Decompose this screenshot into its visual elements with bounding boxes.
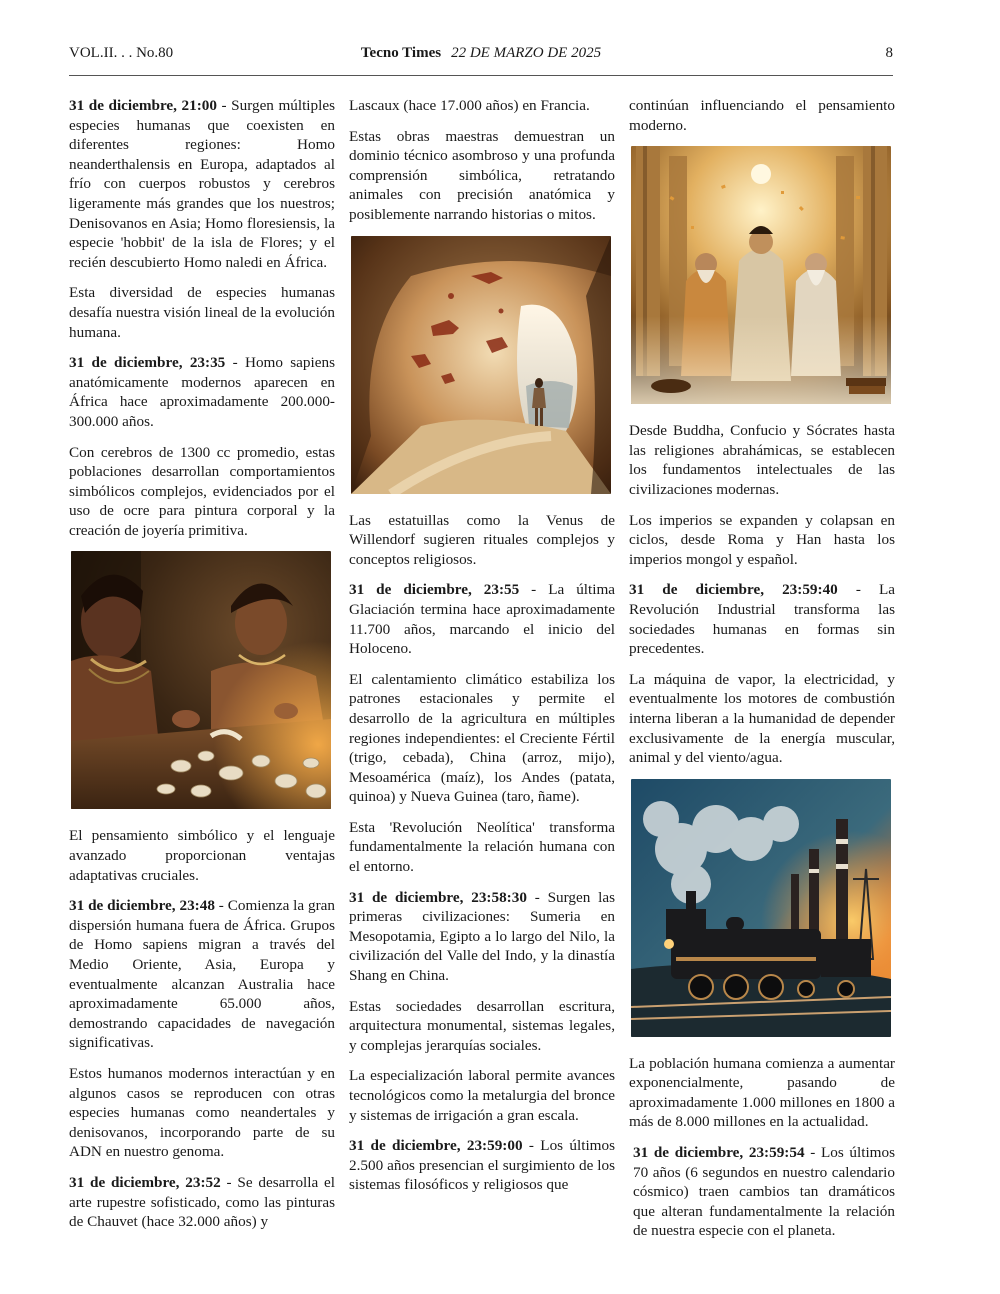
paragraph: 31 de diciembre, 23:35 - Homo sapiens anatómicamente modernos aparecen en África hace aproximadamente 200.000-300.000 años.	[69, 354, 335, 430]
paragraph: 31 de diciembre, 23:59:40 - La Revolución Industrial transforma las sociedades humanas en formas sin precedentes.	[629, 581, 895, 658]
timeline-date: 31 de diciembre, 23:52	[69, 1173, 221, 1191]
timeline-date: 31 de diciembre, 23:59:00	[349, 1137, 523, 1155]
column-2	[349, 96, 615, 1206]
paragraph: 31 de diciembre, 21:00 - Surgen múltiples especies humanas que coexisten en diferentes regiones: Homo neanderthalensis en Europa, adaptados al frío con cuerpos robustos y cerebros ligeramente más grandes que los nuestros; Denisovanos en Asia; Homo floresiensis, la especie 'hobbit' de la isla de Flores; y el recién descubierto Homo naledi en África.	[69, 97, 335, 271]
paragraph: Estos humanos modernos interactúan y en algunos casos se reproducen con otras especies humanas como neandertales y denisovanos, incorporando parte de su ADN en nuestro genoma.	[69, 1065, 335, 1161]
philosophers-temple-illustration	[631, 146, 891, 404]
paragraph: Estas obras maestras demuestran un dominio técnico asombroso y una profunda comprensión simbólica, retratando animales con precisión anatómica y posiblemente narrando historias o mitos.	[349, 127, 615, 223]
volume-number: VOL.II. . . No.80	[69, 45, 174, 61]
paragraph: 31 de diciembre, 23:59:00 - Los últimos 2.500 años presencian el surgimiento de los sistemas filosóficos y religiosos que	[349, 1137, 615, 1194]
timeline-date: 31 de diciembre, 23:58:30	[349, 888, 527, 906]
jewelry-makers-illustration	[71, 551, 331, 809]
timeline-date: 31 de diciembre, 21:00	[69, 97, 217, 114]
paragraph: El calentamiento climático estabiliza los patrones estacionales y permite el desarrollo de la agricultura en múltiples regiones independientes: el Creciente Fértil (trigo, cebada), China (arroz, mijo), Mesoamérica (maíz), los Andes (patata, quinoa) y Nueva Guinea (taro, ñame).	[349, 670, 615, 806]
timeline-date: 31 de diciembre, 23:35	[69, 354, 226, 372]
header-divider	[69, 75, 893, 76]
paragraph: Lascaux (hace 17.000 años) en Francia.	[349, 97, 590, 114]
timeline-date: 31 de diciembre, 23:59:40	[629, 581, 838, 599]
column-1	[69, 96, 335, 1243]
page-number: 8	[885, 45, 893, 61]
timeline-date: 31 de diciembre, 23:55	[349, 581, 520, 599]
jewelry-makers-image	[71, 551, 331, 809]
paragraph: Los imperios se expanden y colapsan en ciclos, desde Roma y Han hasta los imperios mongol y español.	[629, 511, 895, 568]
steam-train-image	[631, 779, 891, 1037]
column-3	[629, 96, 895, 1252]
paragraph: 31 de diciembre, 23:58:30 - Surgen las primeras civilizaciones: Sumeria en Mesopotamia, Egipto a lo largo del Nilo, la civilización del Valle del Indo, y la dinastía Shang en China.	[349, 888, 615, 985]
paragraph: Desde Buddha, Confucio y Sócrates hasta las religiones abrahámicas, se establecen los fundamentos intelectuales de las civilizaciones modernas.	[629, 422, 895, 498]
page-header	[69, 42, 893, 64]
paragraph: La máquina de vapor, la electricidad, y eventualmente los motores de combustión interna liberan a la humanidad de depender exclusivamente de la energía muscular, animal y del viento/agua.	[629, 670, 895, 767]
paragraph: 31 de diciembre, 23:48 - Comienza la gran dispersión humana fuera de África. Grupos de Homo sapiens migran a través del Medio Oriente, Asia, Europa y eventualmente alcanzan Australia hace aproximadamente 65.000 años, demostrando capacidades de navegación significativas.	[69, 897, 336, 1052]
paragraph: Las estatuillas como la Venus de Willendorf sugieren rituales complejos y conceptos religiosos.	[349, 511, 615, 568]
paragraph: Esta 'Revolución Neolítica' transforma fundamentalmente la relación humana con el entorno.	[349, 818, 615, 876]
paragraph: 31 de diciembre, 23:59:54 - Los últimos 70 años (6 segundos en nuestro calendario cósmico) traen cambios tan dramáticos que alteran fundamentalmente la relación de nuestra especie con el planeta.	[633, 1144, 895, 1240]
paragraph: 31 de diciembre, 23:52 - Se desarrolla el arte rupestre sofisticado, como las pinturas de Chauvet (hace 32.000 años) y	[69, 1173, 335, 1231]
paragraph: La población humana comienza a aumentar exponencialmente, pasando de aproximadamente 1.000 millones en 1800 a más de 8.000 millones en la actualidad.	[629, 1054, 895, 1131]
steam-train-industrial-illustration	[631, 779, 891, 1037]
publication-name: Tecno Times	[360, 45, 442, 61]
masthead	[69, 42, 893, 64]
paragraph: continúan influenciando el pensamiento moderno.	[629, 97, 895, 134]
cave-painting-illustration	[351, 236, 611, 494]
timeline-date: 31 de diciembre, 23:59:54	[633, 1144, 805, 1162]
paragraph: El pensamiento simbólico y el lenguaje avanzado proporcionan ventajas adaptativas cruciales.	[69, 827, 335, 884]
timeline-date: 31 de diciembre, 23:48	[69, 897, 215, 915]
paragraph: 31 de diciembre, 23:55 - La última Glaciación termina hace aproximadamente 11.700 años, marcando el inicio del Holoceno.	[349, 581, 615, 658]
philosophers-image	[631, 146, 891, 404]
paragraph: Con cerebros de 1300 cc promedio, estas poblaciones desarrollan comportamientos simbólicos complejos, evidenciados por el uso de ocre para pintura corporal y la creación de joyería primitiva.	[69, 443, 335, 539]
paragraph: Esta diversidad de especies humanas desafía nuestra visión lineal de la evolución humana.	[69, 284, 335, 341]
paragraph: Estas sociedades desarrollan escritura, arquitectura monumental, sistemas legales, y complejas jerarquías sociales.	[349, 997, 615, 1054]
cave-painting-image	[351, 236, 611, 494]
issue-date: 22 DE MARZO DE 2025	[451, 45, 602, 61]
paragraph: La especialización laboral permite avances tecnológicos como la metalurgia del bronce y sistemas de irrigación a gran escala.	[349, 1067, 615, 1124]
